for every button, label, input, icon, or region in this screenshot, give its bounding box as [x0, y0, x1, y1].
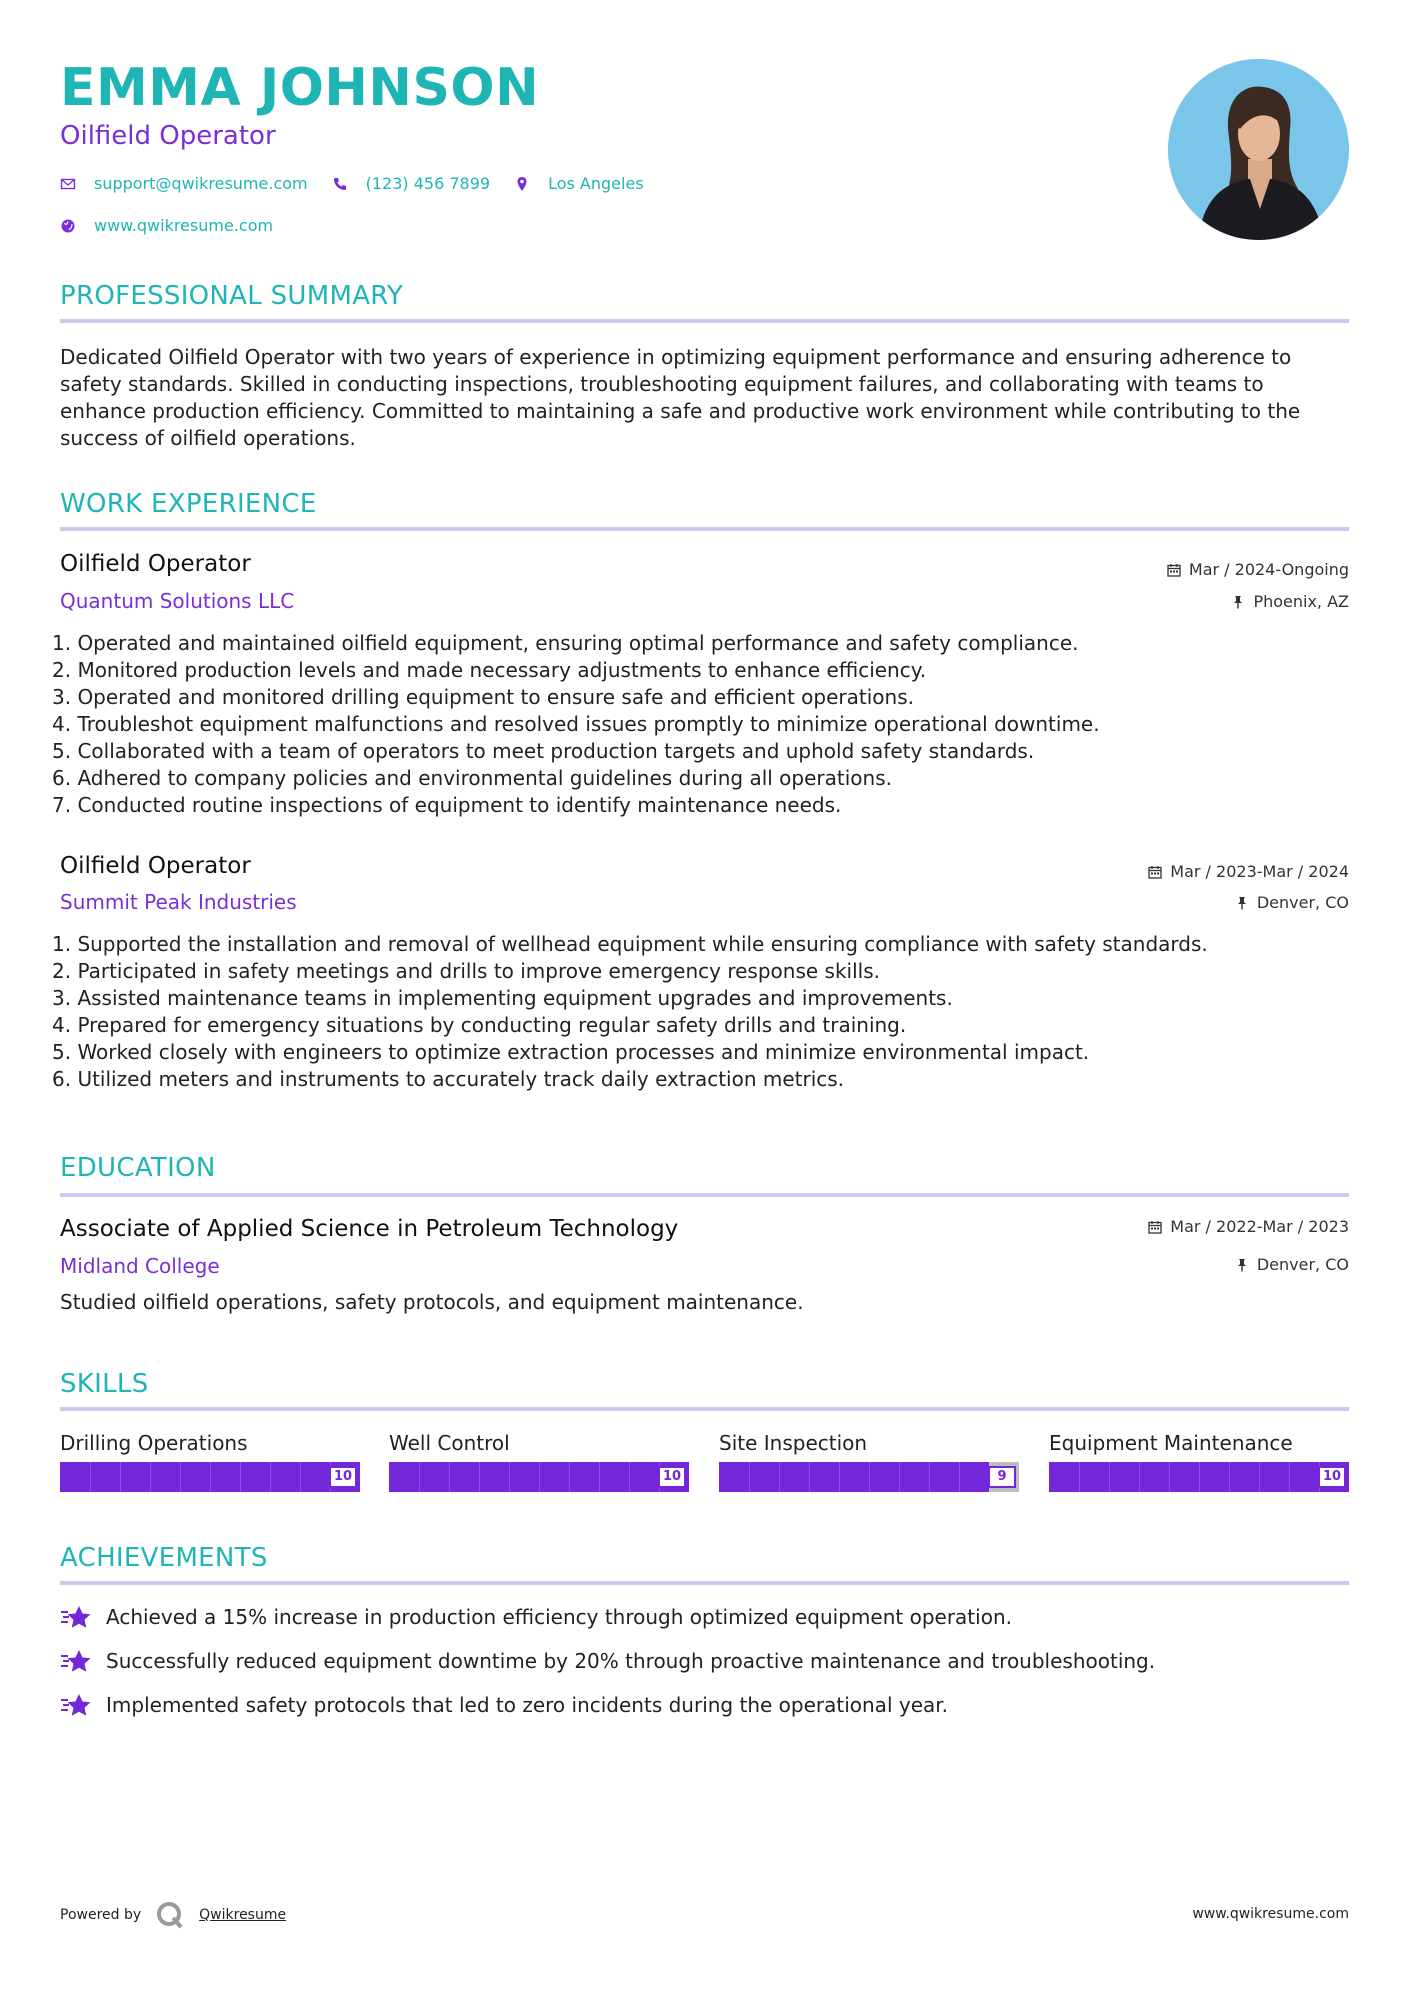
- skill-name: Equipment Maintenance: [1049, 1431, 1293, 1455]
- achievement-item: [60, 1648, 1155, 1674]
- list-item: 1. Supported the installation and removal of wellhead equipment while ensuring compliance with safety standards.: [52, 932, 1208, 956]
- achievement-item: [60, 1604, 1012, 1630]
- section-divider: [60, 527, 1349, 531]
- pushpin-icon: [1235, 896, 1249, 910]
- education-location-text: Denver, CO: [1256, 1255, 1349, 1274]
- skill-score: 10: [1318, 1466, 1346, 1488]
- skill-bar-segment: [210, 1462, 211, 1492]
- list-item: 4. Troubleshot equipment malfunctions and resolved issues promptly to minimize operational downtime.: [52, 712, 1100, 736]
- list-item: 3. Assisted maintenance teams in implementing equipment upgrades and improvements.: [52, 986, 953, 1010]
- skill-bar-segment: [479, 1462, 480, 1492]
- skill-bar-segment: [809, 1462, 810, 1492]
- skill-bar-segment: [1169, 1462, 1170, 1492]
- skill-bar-segment: [300, 1462, 301, 1492]
- skill-bar-segment: [749, 1462, 750, 1492]
- job-dates-text: Mar / 2024-Ongoing: [1188, 560, 1349, 579]
- skill-bar-segment: [1079, 1462, 1080, 1492]
- experience-heading: WORK EXPERIENCE: [60, 489, 317, 519]
- calendar-icon: [1148, 865, 1162, 879]
- footer-url[interactable]: www.qwikresume.com: [1192, 1906, 1349, 1922]
- email-text[interactable]: support@qwikresume.com: [94, 174, 308, 193]
- footer-branding: [60, 1900, 286, 1930]
- job-location-text: Phoenix, AZ: [1253, 592, 1349, 611]
- job-location: [1235, 893, 1349, 913]
- star-icon: [60, 1648, 92, 1674]
- skill-bar-segment: [1139, 1462, 1140, 1492]
- location-text: Los Angeles: [548, 174, 644, 193]
- powered-by-label: Powered by: [60, 1907, 142, 1923]
- section-divider: [60, 1193, 1349, 1197]
- job-company: Quantum Solutions LLC: [60, 589, 295, 613]
- skill-bar-segment: [150, 1462, 151, 1492]
- phone-icon: [332, 176, 348, 192]
- skill-bar-segment: [240, 1462, 241, 1492]
- list-item: 5. Worked closely with engineers to optimize extraction processes and minimize environmental impact.: [52, 1040, 1090, 1064]
- section-divider: [60, 1407, 1349, 1411]
- skill-bar-segment: [270, 1462, 271, 1492]
- contact-row: [60, 174, 668, 193]
- map-pin-icon: [514, 176, 530, 192]
- education-description: Studied oilfield operations, safety protocols, and equipment maintenance.: [60, 1290, 804, 1314]
- phone-text[interactable]: (123) 456 7899: [365, 174, 491, 193]
- summary-heading: PROFESSIONAL SUMMARY: [60, 281, 404, 311]
- skill-bar-segment: [779, 1462, 780, 1492]
- skill-bar-segment: [1259, 1462, 1260, 1492]
- skill-name: Site Inspection: [719, 1431, 868, 1455]
- skill-bar-segment: [959, 1462, 960, 1492]
- skill-item: [60, 1430, 360, 1492]
- candidate-name: EMMA JOHNSON: [60, 58, 540, 118]
- list-item: 6. Utilized meters and instruments to accurately track daily extraction metrics.: [52, 1067, 845, 1091]
- qwikresume-link[interactable]: Qwikresume: [199, 1907, 287, 1923]
- skill-bar-segment: [1289, 1462, 1290, 1492]
- skill-bar-segment: [599, 1462, 600, 1492]
- job-location-text: Denver, CO: [1256, 893, 1349, 912]
- website-row: [60, 216, 297, 235]
- list-item: 4. Prepared for emergency situations by conducting regular safety drills and training.: [52, 1013, 907, 1037]
- skill-bar-fill: [719, 1462, 989, 1492]
- skill-score: 10: [658, 1466, 686, 1488]
- list-item: 3. Operated and monitored drilling equipment to ensure safe and efficient operations.: [52, 685, 914, 709]
- skill-bar: [719, 1462, 1019, 1492]
- job-duties-list: [52, 931, 1352, 1093]
- skill-bar-segment: [929, 1462, 930, 1492]
- achievement-text: Implemented safety protocols that led to zero incidents during the operational year.: [106, 1693, 948, 1717]
- profile-photo: [1168, 59, 1349, 240]
- list-item: 2. Participated in safety meetings and drills to improve emergency response skills.: [52, 959, 880, 983]
- education-heading: EDUCATION: [60, 1153, 216, 1183]
- list-item: 5. Collaborated with a team of operators to meet production targets and uphold safety standards.: [52, 739, 1035, 763]
- job-title: Oilfield Operator: [60, 551, 251, 577]
- list-item: 1. Operated and maintained oilfield equipment, ensuring optimal performance and safety compliance.: [52, 631, 1079, 655]
- job-location: [1231, 592, 1349, 612]
- website-link[interactable]: www.qwikresume.com: [94, 216, 274, 235]
- education-location: [1235, 1255, 1349, 1275]
- calendar-icon: [1148, 1220, 1162, 1234]
- skill-bar-segment: [180, 1462, 181, 1492]
- qwikresume-logo-icon: [155, 1900, 185, 1930]
- skill-score: 10: [329, 1466, 357, 1488]
- skill-item: [1049, 1430, 1349, 1492]
- pushpin-icon: [1235, 1258, 1249, 1272]
- skill-bar-segment: [1199, 1462, 1200, 1492]
- skill-bar-segment: [419, 1462, 420, 1492]
- star-icon: [60, 1604, 92, 1630]
- skill-bar-segment: [90, 1462, 91, 1492]
- email-item[interactable]: [60, 174, 308, 193]
- candidate-role: Oilfield Operator: [60, 121, 276, 151]
- job-company: Summit Peak Industries: [60, 890, 297, 914]
- skill-score: 9: [988, 1466, 1016, 1488]
- skill-bar-segment: [899, 1462, 900, 1492]
- calendar-icon: [1167, 563, 1181, 577]
- education-dates: [1148, 1217, 1349, 1237]
- education-dates-text: Mar / 2022-Mar / 2023: [1170, 1217, 1349, 1236]
- skill-bar-segment: [539, 1462, 540, 1492]
- envelope-icon: [60, 176, 76, 192]
- section-divider: [60, 1581, 1349, 1585]
- section-divider: [60, 319, 1349, 323]
- skill-bar-segment: [120, 1462, 121, 1492]
- skill-bar-segment: [869, 1462, 870, 1492]
- location-item: [514, 174, 644, 193]
- skill-bar-segment: [1109, 1462, 1110, 1492]
- degree-title: Associate of Applied Science in Petroleum Technology: [60, 1216, 679, 1242]
- skills-heading: SKILLS: [60, 1369, 149, 1399]
- star-icon: [60, 1692, 92, 1718]
- job-title: Oilfield Operator: [60, 853, 251, 879]
- achievement-text: Successfully reduced equipment downtime by 20% through proactive maintenance and troubleshooting.: [106, 1649, 1156, 1673]
- school-name: Midland College: [60, 1254, 220, 1278]
- skill-bar: [60, 1462, 360, 1492]
- job-dates: [1148, 862, 1349, 882]
- job-dates: [1167, 560, 1349, 580]
- skill-bar-segment: [449, 1462, 450, 1492]
- skill-name: Well Control: [389, 1431, 510, 1455]
- list-item: 6. Adhered to company policies and environmental guidelines during all operations.: [52, 766, 892, 790]
- skill-item: [719, 1430, 1019, 1492]
- achievement-text: Achieved a 15% increase in production efficiency through optimized equipment operation.: [106, 1605, 1012, 1629]
- skill-name: Drilling Operations: [60, 1431, 248, 1455]
- job-duties-list: [52, 630, 1352, 819]
- job-dates-text: Mar / 2023-Mar / 2024: [1170, 862, 1349, 881]
- skill-bar-segment: [569, 1462, 570, 1492]
- list-item: 7. Conducted routine inspections of equipment to identify maintenance needs.: [52, 793, 842, 817]
- summary-text: Dedicated Oilfield Operator with two years of experience in optimizing equipment performance and ensuring adherence to safety standards. Skilled in conducting inspections, troubleshooting equipment failures, and collaborating with teams to enhance production efficiency. Committed to maintaining a safe and productive work environment while contributing to the success of oilfield operations.: [60, 345, 1301, 450]
- globe-icon: [60, 218, 76, 234]
- skill-item: [389, 1430, 689, 1492]
- skill-bar-segment: [629, 1462, 630, 1492]
- achievements-heading: ACHIEVEMENTS: [60, 1543, 268, 1573]
- list-item: 2. Monitored production levels and made necessary adjustments to enhance efficiency.: [52, 658, 927, 682]
- pushpin-icon: [1231, 595, 1245, 609]
- skill-bar-segment: [839, 1462, 840, 1492]
- skill-bar: [1049, 1462, 1349, 1492]
- skill-bar-segment: [509, 1462, 510, 1492]
- achievement-item: [60, 1692, 948, 1718]
- website-item[interactable]: [60, 216, 273, 235]
- skill-bar: [389, 1462, 689, 1492]
- phone-item[interactable]: [332, 174, 490, 193]
- skill-bar-segment: [1229, 1462, 1230, 1492]
